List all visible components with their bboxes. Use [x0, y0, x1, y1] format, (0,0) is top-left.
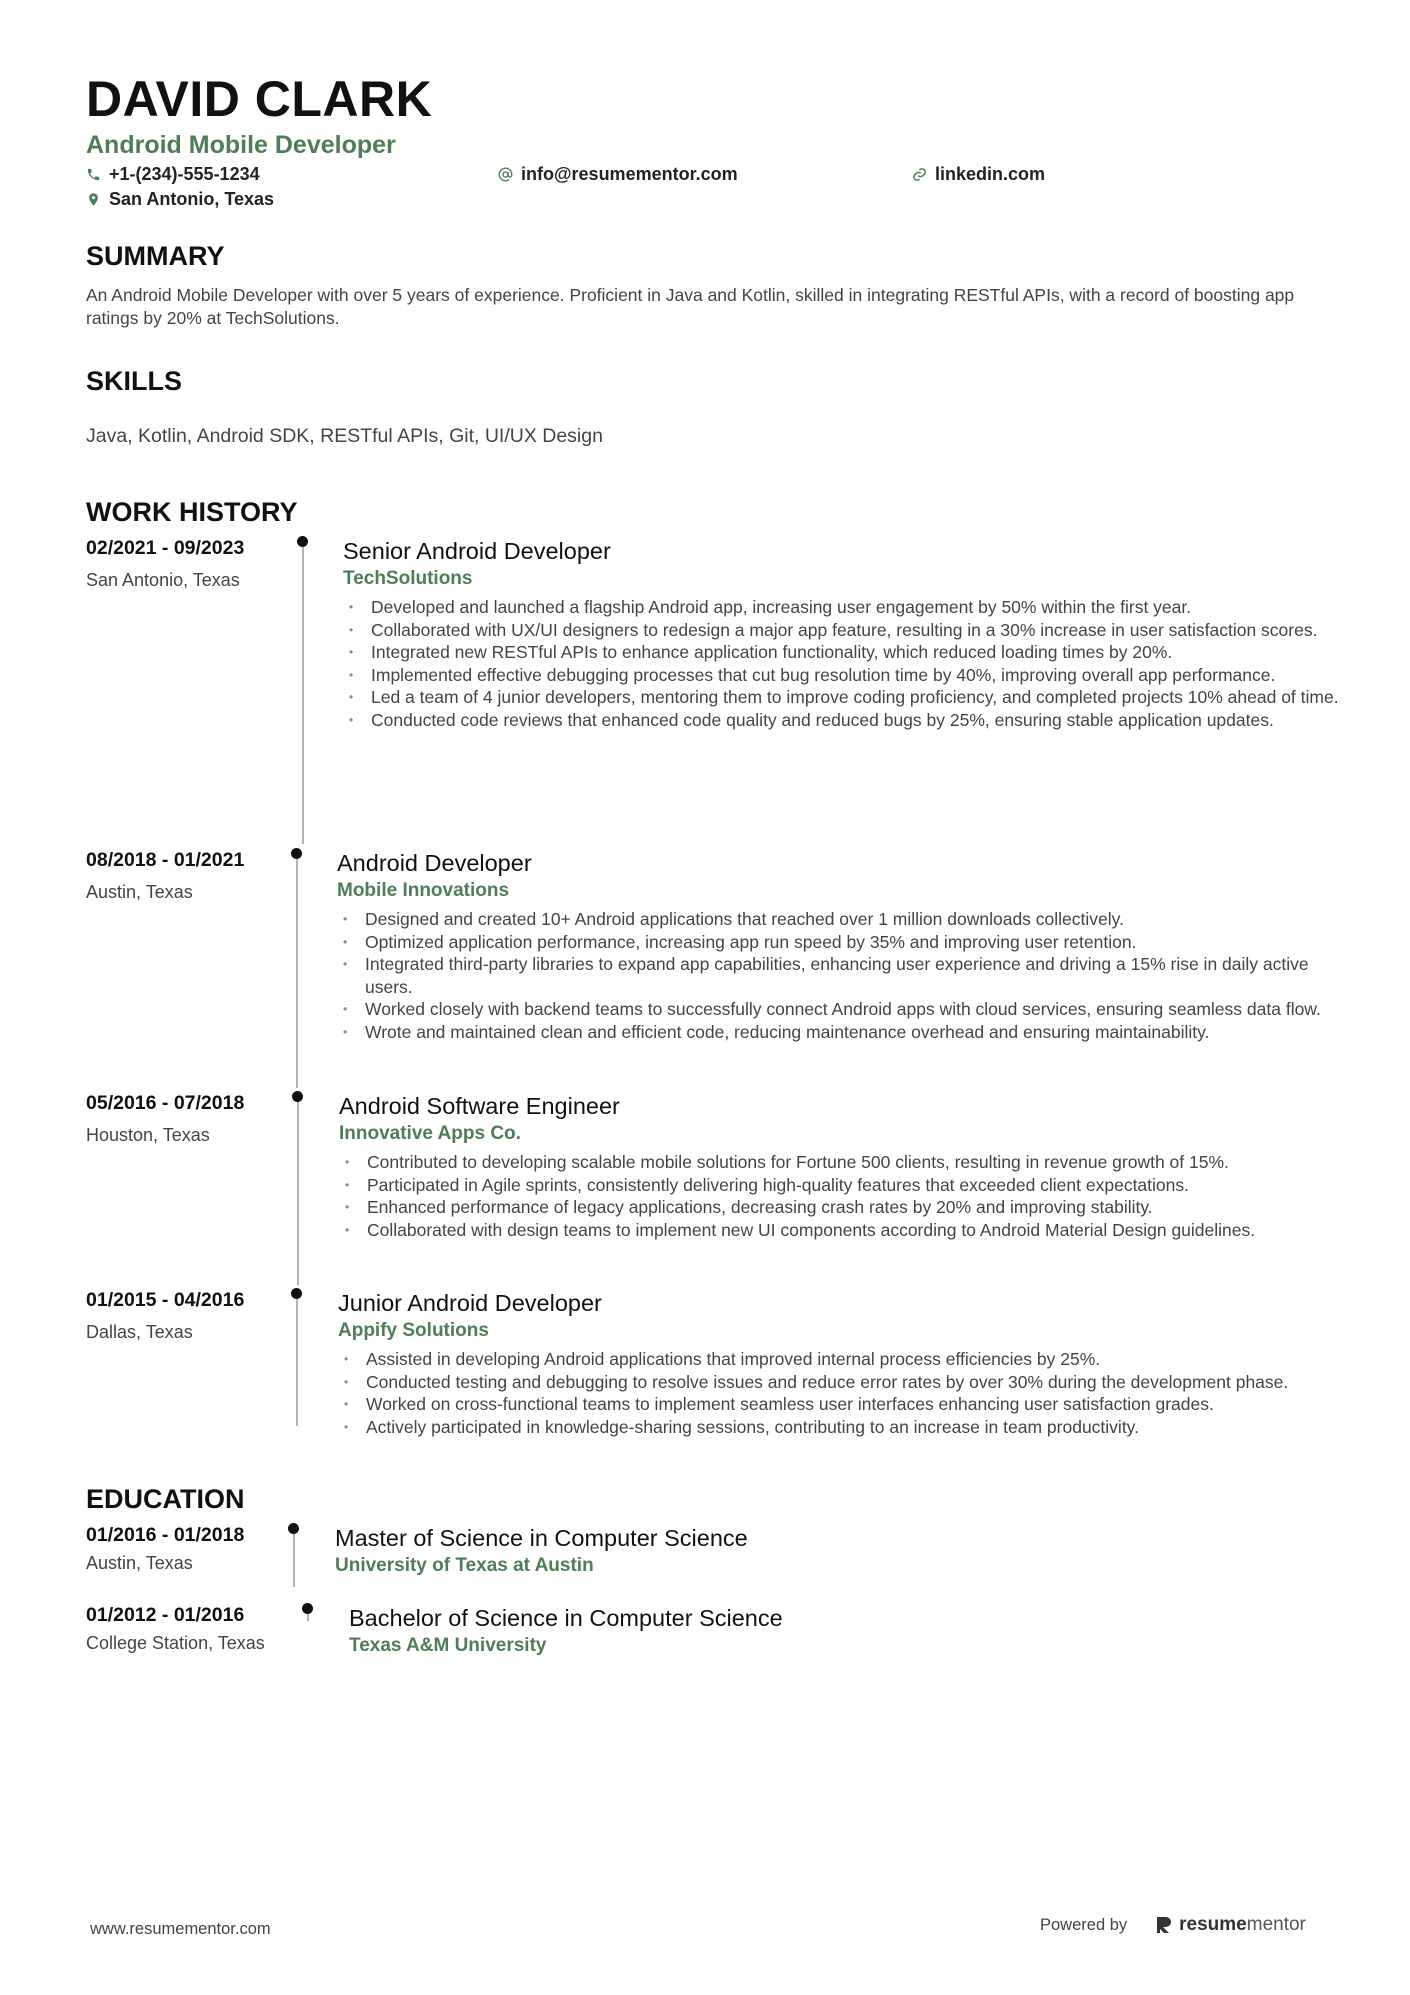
- company-name: Appify Solutions: [338, 1320, 489, 1341]
- resume-page: [86, 70, 1339, 1673]
- school-name: University of Texas at Austin: [335, 1555, 594, 1576]
- candidate-title: Android Mobile Developer: [86, 131, 396, 159]
- list-item: • Assisted in developing Android applications that improved internal process efficiencies by 25%.: [338, 1348, 1338, 1371]
- entry-details: [343, 536, 1343, 731]
- company-name: Innovative Apps Co.: [339, 1123, 521, 1144]
- entry-dates: 05/2016 - 07/2018: [86, 1092, 245, 1114]
- timeline-dot: [297, 536, 308, 547]
- degree-title: Master of Science in Computer Science: [335, 1525, 748, 1551]
- phone-number: +1-(234)-555-1234: [109, 164, 260, 184]
- location-text: San Antonio, Texas: [109, 189, 275, 209]
- school-name: Texas A&M University: [349, 1635, 547, 1656]
- timeline-line: [293, 1527, 295, 1587]
- entry-location: College Station, Texas: [86, 1633, 265, 1653]
- entry-details: [349, 1603, 783, 1657]
- timeline-dot: [291, 848, 302, 859]
- brand-name-part1: resume: [1179, 1914, 1247, 1935]
- brand-logo[interactable]: [1155, 1914, 1306, 1936]
- linkedin-url: linkedin.com: [935, 164, 1046, 184]
- entry-location: Houston, Texas: [86, 1125, 210, 1145]
- list-item: • Developed and launched a flagship Android app, increasing user engagement by 50% within the first year.: [343, 596, 1343, 619]
- linkedin-contact: [912, 164, 1045, 185]
- entry-location: San Antonio, Texas: [86, 570, 240, 590]
- list-item: • Integrated third-party libraries to expand app capabilities, enhancing user experience and driving a 15% rise in daily active users.: [337, 953, 1337, 998]
- education-entry: [86, 1523, 1326, 1603]
- at-sign-icon: [498, 167, 513, 182]
- job-role: Senior Android Developer: [343, 538, 611, 564]
- work-entry: [86, 848, 1326, 1091]
- list-item: • Collaborated with design teams to implement new UI components according to Android Material Design guidelines.: [339, 1219, 1339, 1242]
- work-history-section: [86, 496, 1339, 1483]
- entry-location: Dallas, Texas: [86, 1322, 193, 1342]
- entry-meta: [86, 1603, 296, 1654]
- entry-details: [335, 1523, 748, 1577]
- entry-location: Austin, Texas: [86, 1553, 193, 1573]
- location-contact: [86, 189, 274, 210]
- achievement-list: [339, 1151, 1339, 1241]
- entry-dates: 01/2015 - 04/2016: [86, 1289, 245, 1311]
- link-icon: [912, 167, 927, 182]
- work-entry: [86, 536, 1339, 848]
- list-item: • Designed and created 10+ Android applications that reached over 1 million downloads collectively.: [337, 908, 1337, 931]
- entry-details: [337, 848, 1337, 1043]
- entry-meta: [86, 1091, 296, 1146]
- achievement-list: [338, 1348, 1338, 1438]
- list-item: • Worked closely with backend teams to successfully connect Android apps with cloud services, ensuring seamless data flow.: [337, 998, 1337, 1021]
- list-item: • Led a team of 4 junior developers, mentoring them to improve coding proficiency, and completed projects 10% ahead of time.: [343, 686, 1343, 709]
- map-pin-icon: [86, 192, 101, 207]
- job-role: Junior Android Developer: [338, 1290, 602, 1316]
- timeline-dot: [288, 1523, 299, 1534]
- email-contact: [498, 164, 738, 185]
- entry-meta: [86, 1288, 296, 1343]
- achievement-list: [343, 596, 1343, 731]
- skills-section: [86, 365, 1326, 448]
- entry-details: [338, 1288, 1338, 1438]
- education-entry: [86, 1603, 1326, 1673]
- list-item: • Conducted code reviews that enhanced code quality and reduced bugs by 25%, ensuring stable application updates.: [343, 709, 1343, 732]
- entry-dates: 08/2018 - 01/2021: [86, 849, 245, 871]
- entry-dates: 01/2016 - 01/2018: [86, 1524, 245, 1546]
- powered-by-label: Powered by: [1040, 1915, 1128, 1934]
- footer-branding: [1040, 1914, 1306, 1936]
- entry-meta: [86, 1523, 296, 1574]
- email-address: info@resumementor.com: [521, 164, 738, 184]
- list-item: • Optimized application performance, increasing app run speed by 35% and improving user retention.: [337, 931, 1337, 954]
- summary-text: An Android Mobile Developer with over 5 years of experience. Proficient in Java and Kotlin, skilled in integrating RESTful APIs, with a record of boosting app ratings by 20% at TechSolutions.: [86, 285, 1295, 328]
- work-entry: [86, 1091, 1326, 1288]
- summary-section: [86, 240, 1326, 329]
- entry-dates: 02/2021 - 09/2023: [86, 537, 245, 559]
- timeline-dot: [292, 1091, 303, 1102]
- timeline-line: [302, 540, 304, 844]
- list-item: • Participated in Agile sprints, consistently delivering high-quality features that exceeded client expectations.: [339, 1174, 1339, 1197]
- resumementor-logo-icon: [1155, 1915, 1173, 1935]
- list-item: • Actively participated in knowledge-sharing sessions, contributing to an increase in team productivity.: [338, 1416, 1338, 1439]
- timeline-line: [296, 852, 298, 1088]
- entry-meta: [86, 848, 296, 903]
- timeline-line: [297, 1095, 299, 1285]
- list-item: • Worked on cross-functional teams to implement seamless user interfaces enhancing user satisfaction grades.: [338, 1393, 1338, 1416]
- summary-heading: SUMMARY: [86, 241, 225, 271]
- list-item: • Contributed to developing scalable mobile solutions for Fortune 500 clients, resulting in revenue growth of 15%.: [339, 1151, 1339, 1174]
- entry-meta: [86, 536, 296, 591]
- education-section: [86, 1483, 1326, 1673]
- candidate-name: DAVID CLARK: [86, 71, 433, 127]
- list-item: • Conducted testing and debugging to resolve issues and reduce error rates by over 30% during the development phase.: [338, 1371, 1338, 1394]
- phone-contact: [86, 164, 260, 185]
- list-item: • Implemented effective debugging processes that cut bug resolution time by 40%, improving overall app performance.: [343, 664, 1343, 687]
- list-item: • Collaborated with UX/UI designers to redesign a major app feature, resulting in a 30% increase in user satisfaction scores.: [343, 619, 1343, 642]
- education-heading: EDUCATION: [86, 1484, 245, 1514]
- skills-list: Java, Kotlin, Android SDK, RESTful APIs, Git, UI/UX Design: [86, 425, 603, 447]
- company-name: Mobile Innovations: [337, 880, 510, 901]
- degree-title: Bachelor of Science in Computer Science: [349, 1605, 783, 1631]
- brand-name-part2: mentor: [1246, 1914, 1306, 1935]
- work-entry: [86, 1288, 1326, 1483]
- entry-dates: 01/2012 - 01/2016: [86, 1604, 245, 1626]
- job-role: Android Developer: [337, 850, 532, 876]
- skills-heading: SKILLS: [86, 366, 183, 396]
- entry-location: Austin, Texas: [86, 882, 193, 902]
- list-item: • Wrote and maintained clean and efficient code, reducing maintenance overhead and ensuring maintainability.: [337, 1021, 1337, 1044]
- job-role: Android Software Engineer: [339, 1093, 620, 1119]
- timeline-dot: [291, 1288, 302, 1299]
- company-name: TechSolutions: [343, 568, 473, 589]
- footer-website[interactable]: www.resumementor.com: [90, 1920, 271, 1938]
- list-item: • Integrated new RESTful APIs to enhance application functionality, which reduced loading times by 20%.: [343, 641, 1343, 664]
- entry-details: [339, 1091, 1339, 1241]
- timeline-line: [296, 1292, 298, 1426]
- contact-info: [86, 164, 1326, 216]
- phone-icon: [86, 167, 101, 182]
- timeline-dot: [302, 1603, 313, 1614]
- achievement-list: [337, 908, 1337, 1043]
- work-history-heading: WORK HISTORY: [86, 497, 298, 527]
- list-item: • Enhanced performance of legacy applications, decreasing crash rates by 20% and improving stability.: [339, 1196, 1339, 1219]
